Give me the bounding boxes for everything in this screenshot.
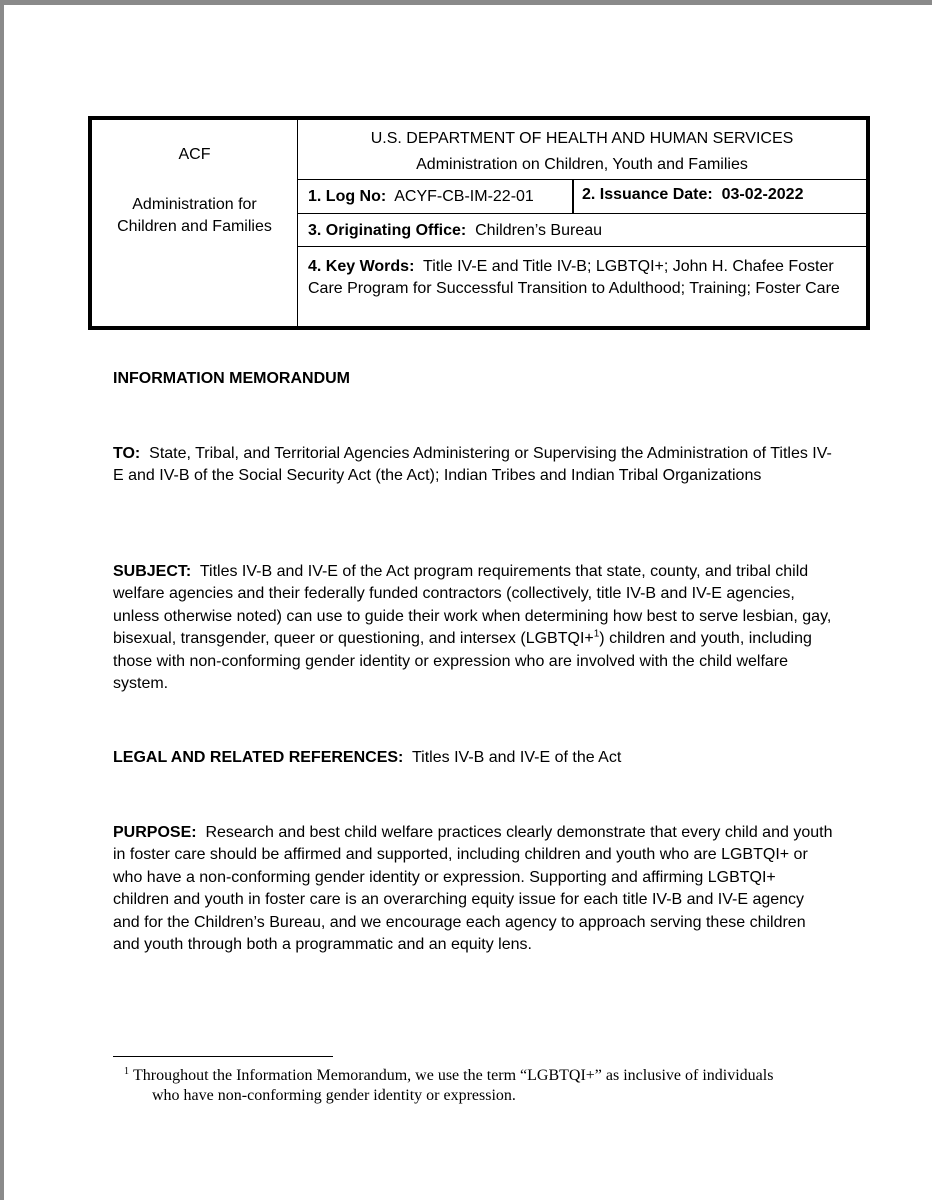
- originating-office: [308, 222, 602, 240]
- subject-text: Titles IV-B and IV-E of the Act program requirements that state, county, and tribal child welfare agencies and their federally funded contractors (collectively, title IV-B and IV-E agencies, unless otherwise noted) can use to guide their work when determining how best to serve lesbian, gay, bisexual, transgender, queer or questioning, and intersex (LGBTQI+: [113, 563, 832, 648]
- office-row: [298, 214, 866, 247]
- subject-section: [113, 561, 833, 695]
- agency-name: [92, 194, 297, 238]
- footnote-line2: who have non-conforming gender identity or expression.: [152, 1087, 516, 1104]
- memo-title: INFORMATION MEMORANDUM: [113, 370, 351, 387]
- legal-references-section: [113, 747, 833, 769]
- log-number: [308, 188, 534, 206]
- footnote-line1: Throughout the Information Memorandum, we use the term “LGBTQI+” as inclusive of individuals: [133, 1067, 774, 1084]
- footnote-reference[interactable]: 1: [593, 628, 600, 640]
- legal-text: Titles IV-B and IV-E of the Act: [412, 749, 622, 766]
- log-value: ACYF-CB-IM-22-01: [394, 188, 534, 205]
- window-border-top: [0, 0, 932, 5]
- log-row: [298, 180, 866, 214]
- agency-name-line2: Children and Families: [117, 218, 272, 235]
- office-label: 3. Originating Office:: [308, 222, 467, 239]
- issuance-value: 03-02-2022: [721, 186, 804, 203]
- office-value: Children’s Bureau: [475, 222, 603, 239]
- keywords-row: [298, 247, 866, 326]
- department-name: U.S. DEPARTMENT OF HEALTH AND HUMAN SERVICES: [370, 130, 794, 147]
- footnote-separator: [113, 1056, 333, 1057]
- cell-divider: [572, 180, 574, 213]
- issuance-date: [582, 186, 803, 204]
- to-section: [113, 443, 833, 488]
- purpose-text: Research and best child welfare practices clearly demonstrate that every child and youth in foster care should be affirmed and supported, including children and youth who are LGBTQI+ or who have a non-conforming gender identity or expression. Supporting and affirming LGBTQI+ children and youth in foster care is an overarching equity issue for each title IV-B and IV-E agency and for the Children’s Bureau, and we encourage each agency to approach serving these children and youth through both a programmatic and an equity lens.: [113, 824, 833, 954]
- agency-name-line1: Administration for: [132, 196, 257, 213]
- administration-name: Administration on Children, Youth and Families: [416, 156, 748, 173]
- subject-text-continued: ) children and youth, including those with non-conforming gender identity or expression who are involved with the child welfare system.: [113, 630, 812, 693]
- subject-label: SUBJECT:: [113, 563, 192, 580]
- agency-abbr: ACF: [178, 146, 211, 163]
- memo-details: [298, 120, 866, 326]
- department-row: [298, 120, 866, 180]
- purpose-section: [113, 822, 833, 956]
- issuance-label: 2. Issuance Date:: [582, 186, 713, 203]
- footnote: [124, 1066, 824, 1106]
- key-words: [308, 256, 848, 300]
- window-border-left: [0, 0, 4, 1200]
- legal-label: LEGAL AND RELATED REFERENCES:: [113, 749, 404, 766]
- purpose-label: PURPOSE:: [113, 824, 197, 841]
- footnote-number: 1: [124, 1065, 129, 1077]
- keywords-label: 4. Key Words:: [308, 258, 415, 275]
- log-label: 1. Log No:: [308, 188, 387, 205]
- memo-header-table: [88, 116, 870, 330]
- keywords-value: Title IV-E and Title IV-B; LGBTQI+; John H. Chafee Foster Care Program for Successful Transition to Adulthood; Training; Foster Care: [308, 258, 840, 297]
- to-text: State, Tribal, and Territorial Agencies Administering or Supervising the Administration of Titles IV-E and IV-B of the Social Security Act (the Act); Indian Tribes and Indian Tribal Organizations: [113, 445, 832, 485]
- agency-cell: [92, 120, 298, 326]
- to-label: TO:: [113, 445, 141, 462]
